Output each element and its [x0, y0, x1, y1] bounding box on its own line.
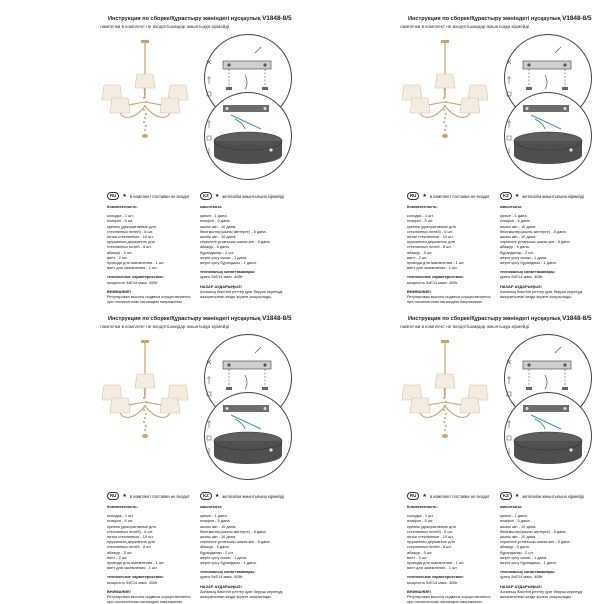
list-item: Аспаның биіктігін реттеу қуат беруші кернеуді	[200, 288, 283, 294]
list-item: бұрандалар - 2 шт.	[500, 249, 534, 255]
kz-warning-text	[500, 289, 595, 299]
list-item: стеклянных нитей - 8 шт.	[407, 544, 452, 550]
star-icon: ★	[422, 193, 427, 199]
kz-kit-heading: жиынтығы:	[500, 204, 523, 209]
kz-badge: KZ	[200, 192, 212, 200]
list-item: плафон - 5 дана.	[200, 218, 231, 224]
kz-kit-list	[200, 213, 295, 265]
list-item: бұрандалар - 2 шт.	[200, 249, 234, 255]
ru-column	[407, 204, 502, 304]
canopy-wiring-diagram	[204, 92, 292, 180]
list-item: винт - 2 шт.	[407, 254, 428, 260]
kz-warning-heading: НАЗАР АУДАРЫҢЫЗ!	[200, 583, 242, 589]
ru-flag-note	[407, 492, 490, 500]
list-item: Регулировка высоты подвеса осуществляется	[407, 594, 491, 600]
ru-flag-note	[107, 192, 190, 200]
list-item: шыны жіп - 10 дана.	[500, 534, 537, 540]
list-item: жерге қосу сымы - 1 дана.	[200, 254, 248, 260]
ru-column	[407, 504, 502, 604]
list-item: Аспаның биіктігін реттеу қуат беруші кернеуді	[500, 288, 583, 294]
ru-warning-text	[107, 594, 202, 604]
canopy-wiring-diagram	[504, 92, 592, 180]
kz-tech-value: қуаты 5хЕ14 макс. 40Вт	[500, 274, 543, 280]
list-item: пружинная держатель для	[107, 239, 155, 245]
list-item: при отключенном питающем напряжении.	[107, 299, 183, 305]
kz-warning-heading: НАЗАР АУДАРЫҢЫЗ!	[500, 583, 542, 589]
list-item: шыны жіп - 10 дана.	[200, 534, 237, 540]
list-item: при отключенном питающем напряжении.	[407, 599, 483, 604]
star-icon: ★	[122, 193, 127, 199]
list-item: стеклянных нитей - 8 шт.	[107, 244, 152, 250]
list-item: винт - 2 шт.	[407, 554, 428, 560]
kz-not-included-note: жеткізілім жиынтығына кірмейді	[522, 493, 585, 499]
sheet-subtitle: лампочки в комплект не входят/шамдар жиынтыққа кірмейді	[100, 24, 230, 29]
list-item: қалып - 1 дана.	[200, 513, 228, 519]
list-item: бекіткіштер(шыны жіптерге) - 8 дана.	[500, 528, 567, 534]
kz-column	[200, 504, 295, 599]
list-item: стеклянных нитей) - 6 шт.	[107, 228, 154, 234]
list-item: крепеж (декоративные для	[407, 523, 456, 529]
step-icons	[504, 56, 514, 176]
list-item: абажур - 5 шт.	[107, 549, 133, 555]
ru-column	[107, 204, 202, 304]
sheet-subtitle: лампочки в комплект не входят/шамдар жиынтыққа кірмейді	[100, 324, 230, 329]
ru-tech-heading: технические характеристики:	[407, 574, 464, 580]
list-item: колодка - 1 шт.	[107, 513, 134, 519]
ru-warning-heading: ВНИМАНИЕ!	[407, 588, 431, 594]
kz-kit-heading: жиынтығы:	[200, 204, 223, 209]
list-item: при отключенном питающем напряжении.	[407, 299, 483, 305]
kz-kit-heading: жиынтығы:	[200, 504, 223, 509]
instruction-sheet	[300, 0, 600, 305]
list-item: абажур - 5 дана.	[200, 244, 230, 250]
list-item: винт для заземления - 1 шт.	[107, 265, 158, 271]
list-item: шыны жіп - 10 дана.	[500, 234, 537, 240]
star-icon: ★	[514, 493, 520, 499]
ru-warning-heading: ВНИМАНИЕ!	[407, 288, 431, 294]
list-item: жерге қосу бұрандасы - 1 дана.	[500, 260, 557, 266]
list-item: ажыратылған кезде жүзеге асырылады.	[200, 594, 272, 600]
list-item: провода для заземления - 1 шт.	[407, 260, 465, 266]
list-item: стеклянных нитей) - 6 шт.	[107, 528, 154, 534]
list-item: абажур - 5 дана.	[200, 544, 230, 550]
list-item: қалып - 1 дана.	[500, 213, 528, 219]
ru-not-included-note: в комплект поставки не входит	[429, 193, 490, 199]
kz-flag-note	[200, 192, 284, 200]
ru-tech-heading: технические характеристики:	[107, 274, 164, 280]
ru-flag-note	[407, 192, 490, 200]
kz-badge: KZ	[500, 492, 512, 500]
kz-not-included-note: жеткізілім жиынтығына кірмейді	[222, 193, 285, 199]
list-item: бекіткіштер(шыны жіптерге) - 8 дана.	[200, 228, 267, 234]
kz-flag-note	[500, 492, 584, 500]
sheet-title: Инструкция по сборке/Құрастыру жөніндегі нұсқаулық V1848-8/5	[408, 15, 592, 22]
list-item: крепеж (декоративные для	[407, 223, 456, 229]
list-item: винт для заземления - 1 шт.	[107, 565, 158, 571]
list-item: Аспаның биіктігін реттеу қуат беруші кернеуді	[200, 588, 283, 594]
list-item: плафон - 5 шт.	[407, 218, 434, 224]
chandelier-illustration	[400, 40, 490, 160]
list-item: винт - 2 шт.	[107, 254, 128, 260]
chandelier-illustration	[100, 40, 190, 160]
ru-flag-note	[107, 492, 190, 500]
list-item: плафон - 5 шт.	[107, 518, 134, 524]
list-item: жерге қосу сымы - 1 дана.	[500, 554, 548, 560]
step-icons	[504, 356, 514, 476]
kz-warning-text	[500, 589, 595, 599]
list-item: винт - 2 шт.	[107, 554, 128, 560]
list-item: колодка - 1 шт.	[107, 213, 134, 219]
list-item: провода для заземления - 1 шт.	[107, 260, 165, 266]
list-item: бұрандалар - 2 шт.	[500, 549, 534, 555]
list-item: қалып - 1 дана.	[500, 513, 528, 519]
list-item: абажур - 5 шт.	[407, 549, 433, 555]
list-item: жерге қосу бұрандасы - 1 дана.	[500, 560, 557, 566]
kz-tech-value: қуаты 5хЕ14 макс. 40Вт	[500, 574, 543, 580]
list-item: қалып - 1 дана.	[200, 213, 228, 219]
sheet-subtitle: лампочки в комплект не входят/шамдар жиынтыққа кірмейді	[400, 24, 530, 29]
list-item: плафон - 5 шт.	[107, 218, 134, 224]
ru-tech-heading: технические характеристики:	[407, 274, 464, 280]
list-item: пружинная держатель для	[407, 539, 455, 545]
kz-tech-heading: техникалық сипаттамалары:	[200, 269, 256, 275]
list-item: Регулировка высоты подвеса осуществляется	[107, 594, 191, 600]
chandelier-illustration	[400, 340, 490, 460]
kz-flag-note	[200, 492, 284, 500]
kz-tech-value: қуаты 5хЕ14 макс. 40Вт	[200, 574, 243, 580]
list-item: нитки стеклянные - 10 шт.	[407, 234, 454, 240]
list-item: бұрандалар - 2 шт.	[200, 549, 234, 555]
list-item: нитки стеклянные - 10 шт.	[107, 534, 154, 540]
step-icons	[204, 56, 214, 176]
list-item: плафон - 5 дана.	[500, 518, 531, 524]
ru-column	[107, 504, 202, 604]
step-icons	[204, 356, 214, 476]
list-item: колодка - 1 шт.	[407, 213, 434, 219]
kz-kit-list	[500, 513, 595, 565]
star-icon: ★	[122, 493, 127, 499]
list-item: стеклянных нитей) - 6 шт.	[407, 228, 454, 234]
ru-kit-list	[107, 213, 202, 270]
list-item: шыны жіп - 10 дана.	[500, 223, 537, 229]
list-item: крепеж (декоративные для	[107, 223, 156, 229]
list-item: плафон - 5 дана.	[500, 218, 531, 224]
ru-not-included-note: в комплект поставки не входит	[129, 493, 190, 499]
star-icon: ★	[422, 493, 427, 499]
list-item: плафон - 5 шт.	[407, 518, 434, 524]
ru-warning-text	[407, 594, 502, 604]
ru-badge: RU	[407, 492, 419, 500]
list-item: абажур - 5 шт.	[407, 249, 433, 255]
kz-kit-list	[500, 213, 595, 265]
kz-column	[500, 504, 595, 599]
ru-badge: RU	[107, 492, 119, 500]
canopy-wiring-diagram	[204, 392, 292, 480]
list-item: провода для заземления - 1 шт.	[107, 560, 165, 566]
kz-tech-heading: техникалық сипаттамалары:	[500, 269, 556, 275]
kz-kit-heading: жиынтығы:	[500, 504, 523, 509]
kz-tech-value: қуаты 5хЕ14 макс. 40Вт	[200, 274, 243, 280]
list-item: жерге қосу бұрандасы - 1 дана.	[200, 560, 257, 566]
sheet-title: Инструкция по сборке/Құрастыру жөніндегі нұсқаулық V1848-8/5	[108, 315, 292, 322]
ru-kit-list	[407, 213, 502, 270]
list-item: стеклянных нитей - 8 шт.	[107, 544, 152, 550]
list-item: пружинная держатель для	[107, 539, 155, 545]
kz-badge: KZ	[500, 192, 512, 200]
list-item: стеклянных нитей - 8 шт.	[407, 244, 452, 250]
sheet-title: Инструкция по сборке/Құрастыру жөніндегі нұсқаулық V1848-8/5	[408, 315, 592, 322]
list-item: шыны жіп - 10 дана.	[200, 234, 237, 240]
list-item: винт для заземления - 1 шт.	[407, 265, 458, 271]
list-item: стеклянных нитей) - 6 шт.	[407, 528, 454, 534]
list-item: жерге қосу сымы - 1 дана.	[500, 254, 548, 260]
list-item: абажур - 5 шт.	[107, 249, 133, 255]
ru-badge: RU	[407, 192, 419, 200]
list-item: жерге қосу сымы - 1 дана.	[200, 554, 248, 560]
star-icon: ★	[214, 493, 220, 499]
kz-warning-heading: НАЗАР АУДАРЫҢЫЗ!	[500, 283, 542, 289]
list-item: жерге қосу бұрандасы - 1 дана.	[200, 260, 257, 266]
list-item: пружинная держатель для	[407, 239, 455, 245]
ru-kit-heading: Комплектность:	[407, 504, 438, 509]
list-item: ажыратылған кезде жүзеге асырылады.	[500, 594, 572, 600]
list-item: шыны жіп - 10 дана.	[200, 523, 237, 529]
star-icon: ★	[214, 193, 220, 199]
sheet-title: Инструкция по сборке/Құрастыру жөніндегі нұсқаулық V1848-8/5	[108, 15, 292, 22]
list-item: при отключенном питающем напряжении.	[107, 599, 183, 604]
kz-column	[200, 204, 295, 299]
ru-tech-value: мощность 5xE14 макс. 40Вт	[107, 579, 158, 585]
sheet-subtitle: лампочки в комплект не входят/шамдар жиынтыққа кірмейді	[400, 324, 530, 329]
star-icon: ★	[514, 193, 520, 199]
instruction-sheet	[0, 0, 300, 305]
kz-column	[500, 204, 595, 299]
ru-not-included-note: в комплект поставки не входит	[129, 193, 190, 199]
kz-warning-text	[200, 289, 295, 299]
kz-tech-heading: техникалық сипаттамалары:	[500, 569, 556, 575]
list-item: колодка - 1 шт.	[407, 513, 434, 519]
list-item: Аспаның биіктігін реттеу қуат беруші кернеуді	[500, 588, 583, 594]
list-item: серіппелі ұстағышы шыны жіп - 8 дана.	[500, 239, 571, 245]
kz-flag-note	[500, 192, 584, 200]
list-item: ажыратылған кезде жүзеге асырылады.	[200, 294, 272, 300]
ru-tech-heading: технические характеристики:	[107, 574, 164, 580]
ru-kit-list	[407, 513, 502, 570]
list-item: абажур - 5 дана.	[500, 244, 530, 250]
ru-not-included-note: в комплект поставки не входит	[429, 493, 490, 499]
list-item: шыны жіп - 10 дана.	[200, 223, 237, 229]
kz-kit-list	[200, 513, 295, 565]
list-item: Регулировка высоты подвеса осуществляется	[107, 294, 191, 300]
canopy-wiring-diagram	[504, 392, 592, 480]
list-item: серіппелі ұстағышы шыны жіп - 8 дана.	[500, 539, 571, 545]
kz-warning-text	[200, 589, 295, 599]
list-item: плафон - 5 дана.	[200, 518, 231, 524]
instruction-sheet	[300, 300, 600, 604]
chandelier-illustration	[100, 340, 190, 460]
kz-not-included-note: жеткізілім жиынтығына кірмейді	[222, 493, 285, 499]
list-item: абажур - 5 дана.	[500, 544, 530, 550]
list-item: шыны жіп - 10 дана.	[500, 523, 537, 529]
ru-kit-heading: Комплектность:	[107, 204, 138, 209]
list-item: провода для заземления - 1 шт.	[407, 560, 465, 566]
ru-warning-heading: ВНИМАНИЕ!	[107, 588, 131, 594]
ru-warning-heading: ВНИМАНИЕ!	[107, 288, 131, 294]
kz-not-included-note: жеткізілім жиынтығына кірмейді	[522, 193, 585, 199]
list-item: Регулировка высоты подвеса осуществляется	[407, 294, 491, 300]
list-item: крепеж (декоративные для	[107, 523, 156, 529]
ru-tech-value: мощность 5xE14 макс. 40Вт	[407, 579, 458, 585]
list-item: нитки стеклянные - 10 шт.	[107, 234, 154, 240]
list-item: ажыратылған кезде жүзеге асырылады.	[500, 294, 572, 300]
ru-tech-value: мощность 5xE14 макс. 40Вт	[107, 279, 158, 285]
ru-kit-heading: Комплектность:	[107, 504, 138, 509]
ru-badge: RU	[107, 192, 119, 200]
kz-tech-heading: техникалық сипаттамалары:	[200, 569, 256, 575]
ru-kit-list	[107, 513, 202, 570]
list-item: винт для заземления - 1 шт.	[407, 565, 458, 571]
instruction-sheet	[0, 300, 300, 604]
ru-kit-heading: Комплектность:	[407, 204, 438, 209]
kz-warning-heading: НАЗАР АУДАРЫҢЫЗ!	[200, 283, 242, 289]
list-item: нитки стеклянные - 10 шт.	[407, 534, 454, 540]
list-item: серіппелі ұстағышы шыны жіп - 8 дана.	[200, 239, 271, 245]
list-item: бекіткіштер(шыны жіптерге) - 8 дана.	[500, 228, 567, 234]
list-item: бекіткіштер(шыны жіптерге) - 8 дана.	[200, 528, 267, 534]
list-item: серіппелі ұстағышы шыны жіп - 8 дана.	[200, 539, 271, 545]
ru-tech-value: мощность 5xE14 макс. 40Вт	[407, 279, 458, 285]
kz-badge: KZ	[200, 492, 212, 500]
